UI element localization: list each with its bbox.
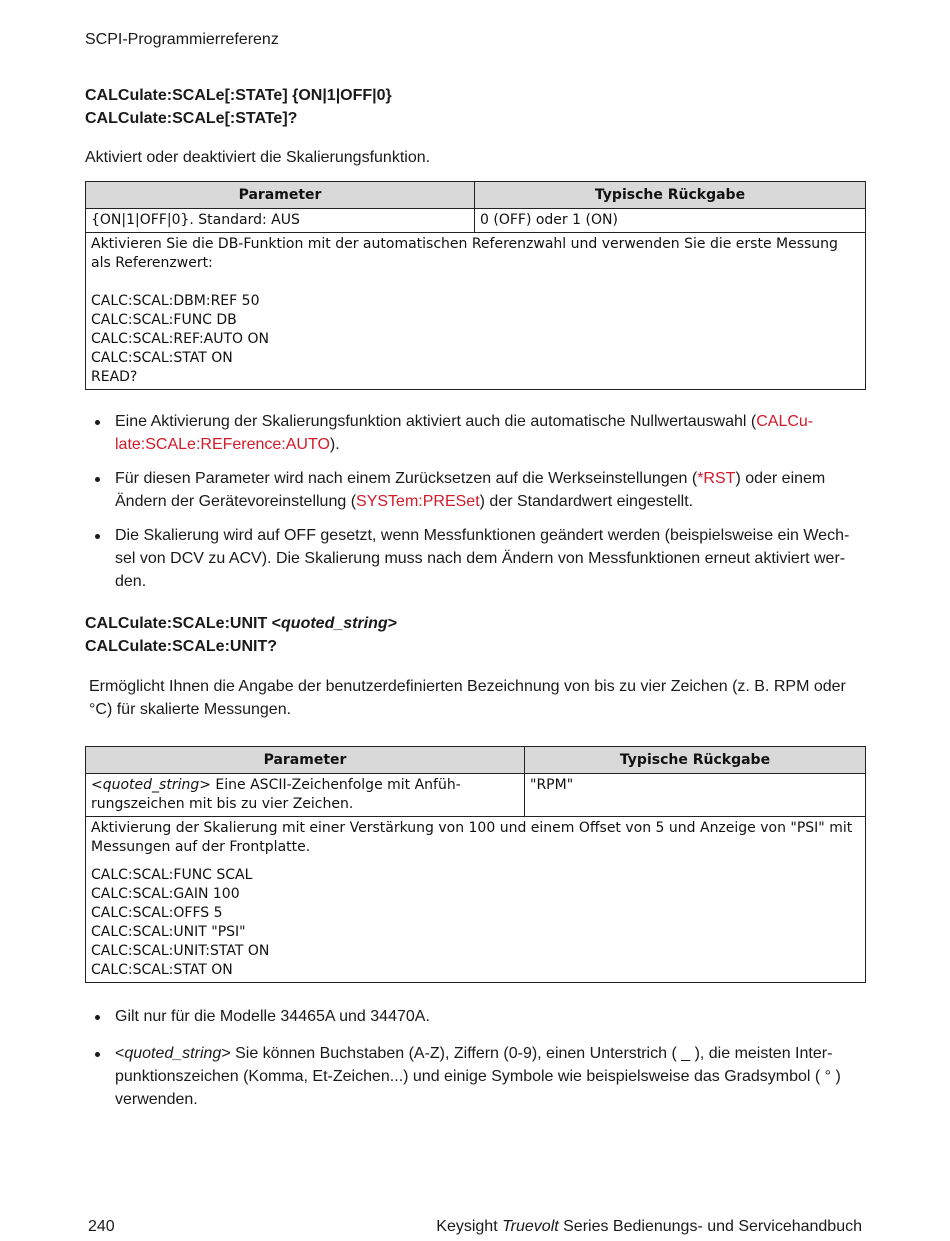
column-header-parameter: Parameter [86, 747, 525, 774]
command-query: CALCulate:SCALe[:STATe]? [85, 110, 298, 127]
parameter-cell: {ON|1|OFF|0}. Standard: AUS [86, 209, 475, 233]
parameter-table-unit [85, 746, 866, 983]
example-code-line: CALC:SCAL:GAIN 100 [91, 886, 240, 902]
command-heading-state [85, 84, 392, 130]
bullet-icon [95, 477, 100, 482]
column-header-return: Typische Rückgabe [525, 747, 866, 774]
command-heading-unit [85, 612, 397, 658]
example-cell [86, 817, 866, 983]
example-code-line: CALC:SCAL:STAT ON [91, 962, 233, 978]
example-code-line: CALC:SCAL:FUNC SCAL [91, 867, 253, 883]
return-cell: 0 (OFF) oder 1 (ON) [475, 209, 866, 233]
list-item: Gilt nur für die Modelle 34465A und 34470A. [85, 1005, 865, 1028]
list-item: Für diesen Parameter wird nach einem Zurücksetzen auf die Werkseinstellungen (*RST) oder einem Ändern der Gerätevoreinstellung (SYSTem:PRESet) der Standardwert eingestellt. [85, 467, 865, 513]
page-number: 240 [88, 1218, 115, 1235]
example-intro: Aktivieren Sie die DB-Funktion mit der automatischen Referenzwahl und verwenden Sie die erste Messung als Referenzwert: [91, 236, 838, 271]
footer-title: Keysight Truevolt Series Bedienungs- und Servicehandbuch [436, 1218, 862, 1235]
command-syntax: CALCulate:SCALe:UNIT <quoted_string> [85, 615, 398, 632]
example-cell [86, 233, 866, 390]
example-code-line: CALC:SCAL:FUNC DB [91, 312, 237, 328]
command-syntax: CALCulate:SCALe[:STATe] {ON|1|OFF|0} [85, 87, 392, 104]
link-calculate-scale-reference-auto[interactable]: CALCu-late:SCALe:REFerence:AUTO [115, 413, 814, 453]
example-code-line: CALC:SCAL:REF:AUTO ON [91, 331, 269, 347]
example-intro: Aktivierung der Skalierung mit einer Verstärkung von 100 und einem Offset von 5 und Anzeige von "PSI" mit Messungen auf der Frontplatte. [91, 820, 853, 855]
column-header-parameter: Parameter [86, 182, 475, 209]
example-code-line: READ? [91, 369, 138, 385]
link-system-preset[interactable]: SYSTem:PRESet [356, 493, 480, 510]
command-query: CALCulate:SCALe:UNIT? [85, 638, 277, 655]
list-item: Die Skalierung wird auf OFF gesetzt, wenn Messfunktionen geändert werden (beispielsweise ein Wech-sel von DCV zu ACV). Die Skalierung muss nach dem Ändern von Messfunktionen erneut aktiviert wer-den. [85, 524, 865, 593]
example-code-line: CALC:SCAL:DBM:REF 50 [91, 293, 260, 309]
running-header: SCPI-Programmierreferenz [85, 31, 279, 48]
command-description: Ermöglicht Ihnen die Angabe der benutzerdefinierten Bezeichnung von bis zu vier Zeichen (z. B. RPM oder °C) für skalierte Messungen. [89, 678, 846, 718]
bullet-icon [95, 534, 100, 539]
example-code-line: CALC:SCAL:UNIT "PSI" [91, 924, 246, 940]
command-description: Aktiviert oder deaktiviert die Skalierungsfunktion. [85, 149, 431, 166]
bullet-icon [95, 1015, 100, 1020]
link-rst[interactable]: *RST [697, 470, 736, 487]
list-item: Eine Aktivierung der Skalierungsfunktion aktiviert auch die automatische Nullwertauswahl (CALCu-late:SCALe:REFerence:AUTO). [85, 410, 865, 456]
list-item: <quoted_string> Sie können Buchstaben (A-Z), Ziffern (0-9), einen Unterstrich ( _ ), die meisten Inter-punktionszeichen (Komma, Et-Zeichen...) und einige Symbole wie beispielsweise das Gradsymbol ( ° ) verwenden. [85, 1042, 865, 1111]
example-code-line: CALC:SCAL:UNIT:STAT ON [91, 943, 270, 959]
notes-list [85, 1005, 865, 1111]
return-cell: "RPM" [525, 774, 866, 817]
notes-list [85, 410, 865, 593]
parameter-cell: <quoted_string> Eine ASCII-Zeichenfolge mit Anfüh-rungszeichen mit bis zu vier Zeichen. [86, 774, 525, 817]
example-code-line: CALC:SCAL:STAT ON [91, 350, 233, 366]
bullet-icon [95, 1052, 100, 1057]
parameter-table-state [85, 181, 866, 390]
bullet-icon [95, 420, 100, 425]
example-code-line: CALC:SCAL:OFFS 5 [91, 905, 223, 921]
column-header-return: Typische Rückgabe [475, 182, 866, 209]
